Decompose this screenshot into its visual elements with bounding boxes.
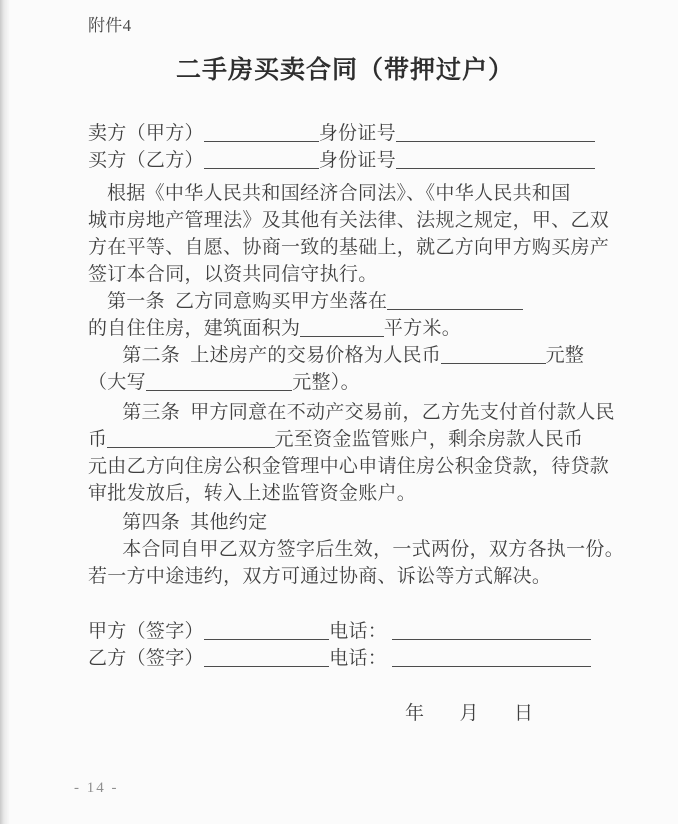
date-line: 年 月 日 (405, 703, 535, 724)
fill-in-blank-underline (392, 623, 591, 640)
document-title: 二手房买卖合同（带押过户） (175, 57, 514, 84)
party-b-signature-line: 乙方（签字） 电话： (88, 645, 602, 672)
clause2-line-1: 第二条 上述房产的交易价格为人民币 元整 (122, 345, 585, 366)
preamble-line-2: 城市房地产管理法》及其他有关法律、法规之规定，甲、乙双 (88, 210, 610, 231)
clause4-line-3: 若一方中途违约，双方可通过协商、诉讼等方式解决。 (88, 566, 552, 587)
fill-in-blank-underline (441, 347, 546, 364)
fill-in-blank-underline (107, 431, 274, 448)
preamble-line-4: 签订本合同，以资共同信守执行。 (88, 264, 378, 285)
fill-in-blank-underline (392, 650, 591, 667)
attachment-label: 附件4 (88, 16, 132, 35)
clause4-heading-line: 第四条 其他约定 (122, 512, 268, 533)
fill-in-blank-underline (300, 320, 384, 337)
scan-edge-shadow (0, 0, 10, 824)
buyer-party-line: 买方（乙方） 身份证号 (88, 147, 602, 174)
fill-in-blank-underline (204, 152, 319, 169)
clause2-line-2: （大写 元整）。 (88, 372, 360, 393)
clause1-line-1: 第一条 乙方同意购买甲方坐落在 (88, 288, 602, 315)
fill-in-blank-underline (396, 125, 595, 142)
fill-in-blank-underline (396, 152, 595, 169)
fill-in-blank-underline (204, 125, 319, 142)
clause3-line-1: 第三条 甲方同意在不动产交易前，乙方先支付首付款人民 (122, 402, 615, 423)
document-content (88, 0, 624, 727)
preamble-line-3: 方在平等、自愿、协商一致的基础上，就乙方向甲方购买房产 (88, 237, 610, 258)
clause3-line-4: 审批发放后，转入上述监管资金账户。 (88, 483, 417, 504)
page-number: - 14 - (74, 780, 119, 796)
party-a-signature-line: 甲方（签字） 电话： (88, 618, 602, 645)
clause4-line-2: 本合同自甲乙双方签字后生效，一式两份，双方各执一份。 (122, 539, 624, 560)
fill-in-blank-underline (387, 293, 523, 310)
clause3-line-2: 币 元至资金监管账户，剩余房款人民币 (88, 429, 584, 450)
clause1-line-2: 的自住住房，建筑面积为 平方米。 (88, 318, 462, 339)
fill-in-blank-underline (204, 623, 329, 640)
clause3-line-3: 元由乙方向住房公积金管理中心申请住房公积金贷款，待贷款 (88, 456, 610, 477)
fill-in-blank-underline (146, 374, 292, 391)
fill-in-blank-underline (204, 650, 329, 667)
seller-party-line: 卖方（甲方） 身份证号 (88, 120, 602, 147)
preamble-line-1: 根据《中华人民共和国经济合同法》、《中华人民共和国 (107, 183, 571, 204)
